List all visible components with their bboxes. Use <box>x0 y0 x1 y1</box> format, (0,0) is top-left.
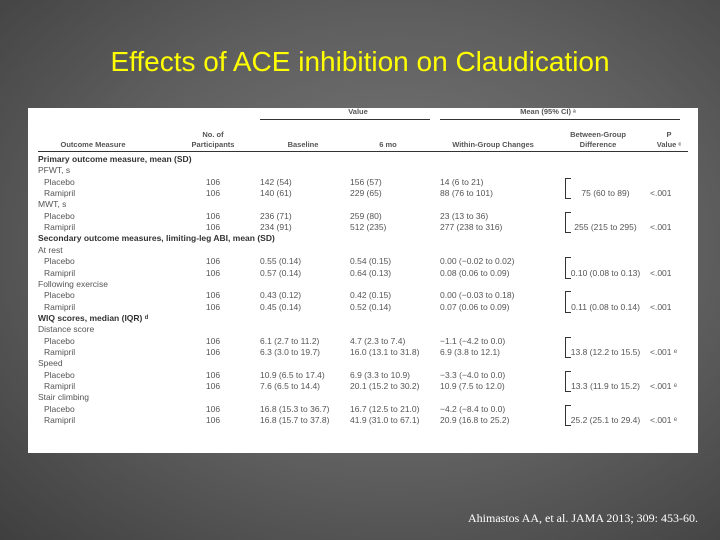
between-group-bracket <box>565 257 571 279</box>
cell-between: 255 (215 to 295) <box>574 222 637 233</box>
cell-n: 106 <box>205 381 221 391</box>
cell-n: 106 <box>205 403 221 414</box>
cell-baseline: 0.43 (0.12) <box>260 290 302 301</box>
row-label: Ramipril <box>44 222 76 233</box>
cell-n: 106 <box>205 267 221 278</box>
cell-m6: 6.9 (3.3 to 10.9) <box>350 369 411 380</box>
cell-baseline: 142 (54) <box>260 176 292 187</box>
cell-m6: 156 (57) <box>350 176 382 187</box>
cell-baseline: 7.6 (6.5 to 14.4) <box>260 381 321 391</box>
cell-within: −1.1 (−4.2 to 0.0) <box>440 335 506 346</box>
cell-baseline: 6.1 (2.7 to 11.2) <box>260 335 320 346</box>
cell-p: <.001 ᵉ <box>650 415 678 426</box>
value-group-header: Value <box>348 108 368 116</box>
col-header-within: Within-Group Changes <box>452 140 534 149</box>
subheading: PFWT, s <box>38 165 71 176</box>
cell-n: 106 <box>205 335 221 346</box>
cell-between: 0.11 (0.08 to 0.14) <box>571 301 640 312</box>
section-heading: Primary outcome measure, mean (SD) <box>38 154 192 164</box>
col-header-between-1: Between-Group <box>570 130 626 139</box>
cell-m6: 259 (80) <box>350 210 382 221</box>
cell-baseline: 16.8 (15.3 to 36.7) <box>260 403 330 414</box>
slide-title: Effects of ACE inhibition on Claudication <box>110 46 610 77</box>
between-group-bracket <box>565 371 571 393</box>
cell-within: −3.3 (−4.0 to 0.0) <box>440 369 506 380</box>
cell-n: 106 <box>205 210 221 221</box>
subheading: Stair climbing <box>38 392 90 403</box>
subheading: Speed <box>38 358 63 369</box>
cell-within: 20.9 (16.8 to 25.2) <box>440 415 510 426</box>
row-label: Placebo <box>44 290 75 301</box>
cell-within: 23 (13 to 36) <box>440 210 489 221</box>
cell-m6: 0.54 (0.15) <box>350 256 392 267</box>
cell-baseline: 140 (61) <box>260 188 292 199</box>
cell-within: 0.00 (−0.02 to 0.02) <box>440 256 515 267</box>
row-label: Ramipril <box>44 267 76 278</box>
cell-m6: 20.1 (15.2 to 30.2) <box>350 381 420 391</box>
cell-between: 25.2 (25.1 to 29.4) <box>570 415 641 426</box>
cell-m6: 16.0 (13.1 to 31.8) <box>350 346 420 357</box>
cell-baseline: 0.57 (0.14) <box>260 267 302 278</box>
subheading: Distance score <box>38 324 95 335</box>
cell-baseline: 0.55 (0.14) <box>260 256 302 267</box>
cell-m6: 0.64 (0.13) <box>350 267 392 278</box>
cell-n: 106 <box>205 222 221 233</box>
header-bottom-rule <box>38 151 688 152</box>
between-group-bracket <box>565 212 571 234</box>
cell-n: 106 <box>205 301 221 312</box>
cell-n: 106 <box>205 290 221 301</box>
row-label: Placebo <box>44 369 75 380</box>
cell-within: 0.00 (−0.03 to 0.18) <box>440 290 515 301</box>
between-group-bracket <box>565 405 571 427</box>
cell-within: −4.2 (−8.4 to 0.0) <box>440 403 506 414</box>
cell-n: 106 <box>205 188 221 199</box>
cell-n: 106 <box>205 369 221 380</box>
between-group-bracket <box>565 178 571 200</box>
cell-between: 13.8 (12.2 to 15.5) <box>570 346 641 357</box>
results-table <box>28 108 698 453</box>
cell-p: <.001 ᵉ <box>650 346 678 357</box>
cell-baseline: 16.8 (15.7 to 37.8) <box>260 415 330 426</box>
cell-baseline: 234 (91) <box>260 222 292 233</box>
section-heading: Secondary outcome measures, limiting-leg ABI, mean (SD) <box>38 233 275 244</box>
cell-within: 0.07 (0.06 to 0.09) <box>440 301 510 312</box>
row-label: Placebo <box>44 335 75 346</box>
row-label: Placebo <box>44 256 75 267</box>
cell-n: 106 <box>205 176 221 187</box>
cell-n: 106 <box>205 346 221 357</box>
row-label: Ramipril <box>44 188 76 199</box>
cell-between: 0.10 (0.08 to 0.13) <box>570 267 641 278</box>
col-header-p-2: Value ᶜ <box>656 140 682 149</box>
between-group-bracket <box>565 337 571 359</box>
value-group-underline <box>260 119 430 120</box>
row-label: Placebo <box>44 176 75 187</box>
cell-p: <.001 <box>650 267 672 278</box>
cell-m6: 512 (235) <box>350 222 387 233</box>
cell-p: <.001 <box>650 222 672 233</box>
cell-baseline: 0.45 (0.14) <box>260 301 302 312</box>
cell-n: 106 <box>205 415 221 426</box>
cell-p: <.001 <box>650 188 672 199</box>
cell-baseline: 10.9 (6.5 to 17.4) <box>260 369 325 380</box>
row-label: Ramipril <box>44 346 76 357</box>
col-header-participants-2: Participants <box>191 140 235 149</box>
cell-m6: 4.7 (2.3 to 7.4) <box>350 335 406 346</box>
col-header-between-2: Difference <box>579 140 617 149</box>
cell-m6: 0.52 (0.14) <box>350 301 392 312</box>
citation: Ahimastos AA, et al. JAMA 2013; 309: 453-60. <box>468 511 698 525</box>
mean-group-underline <box>440 119 680 120</box>
row-label: Placebo <box>44 210 75 221</box>
col-header-p-1: P <box>666 130 672 139</box>
col-header-6mo: 6 mo <box>379 140 397 149</box>
subheading: Following exercise <box>38 278 108 289</box>
cell-m6: 16.7 (12.5 to 21.0) <box>350 403 420 414</box>
cell-m6: 0.42 (0.15) <box>350 290 392 301</box>
subheading: MWT, s <box>38 199 67 210</box>
cell-baseline: 6.3 (3.0 to 19.7) <box>260 346 321 357</box>
cell-within: 88 (76 to 101) <box>440 188 493 199</box>
subheading: At rest <box>38 244 63 255</box>
cell-m6: 41.9 (31.0 to 67.1) <box>350 415 420 426</box>
cell-between: 13.3 (11.9 to 15.2) <box>571 381 640 391</box>
col-header-measure: Outcome Measure <box>60 140 126 149</box>
cell-between: 75 (60 to 89) <box>581 188 630 199</box>
cell-within: 14 (6 to 21) <box>440 176 484 187</box>
cell-within: 6.9 (3.8 to 12.1) <box>440 346 501 357</box>
between-group-bracket <box>565 291 571 313</box>
cell-n: 106 <box>205 256 221 267</box>
cell-p: <.001 <box>650 301 672 312</box>
cell-baseline: 236 (71) <box>260 210 292 221</box>
cell-within: 277 (238 to 316) <box>440 222 503 233</box>
cell-within: 10.9 (7.5 to 12.0) <box>440 381 505 391</box>
col-header-participants-1: No. of <box>202 130 224 139</box>
row-label: Placebo <box>44 403 75 414</box>
row-label: Ramipril <box>44 381 76 391</box>
col-header-baseline: Baseline <box>287 140 319 149</box>
mean-group-header: Mean (95% CI) ᵃ <box>520 108 576 116</box>
cell-p: <.001 ᵉ <box>650 381 678 391</box>
cell-within: 0.08 (0.06 to 0.09) <box>440 267 510 278</box>
row-label: Ramipril <box>44 301 76 312</box>
cell-m6: 229 (65) <box>350 188 382 199</box>
section-heading: WIQ scores, median (IQR) ᵈ <box>38 312 149 323</box>
row-label: Ramipril <box>44 415 76 426</box>
